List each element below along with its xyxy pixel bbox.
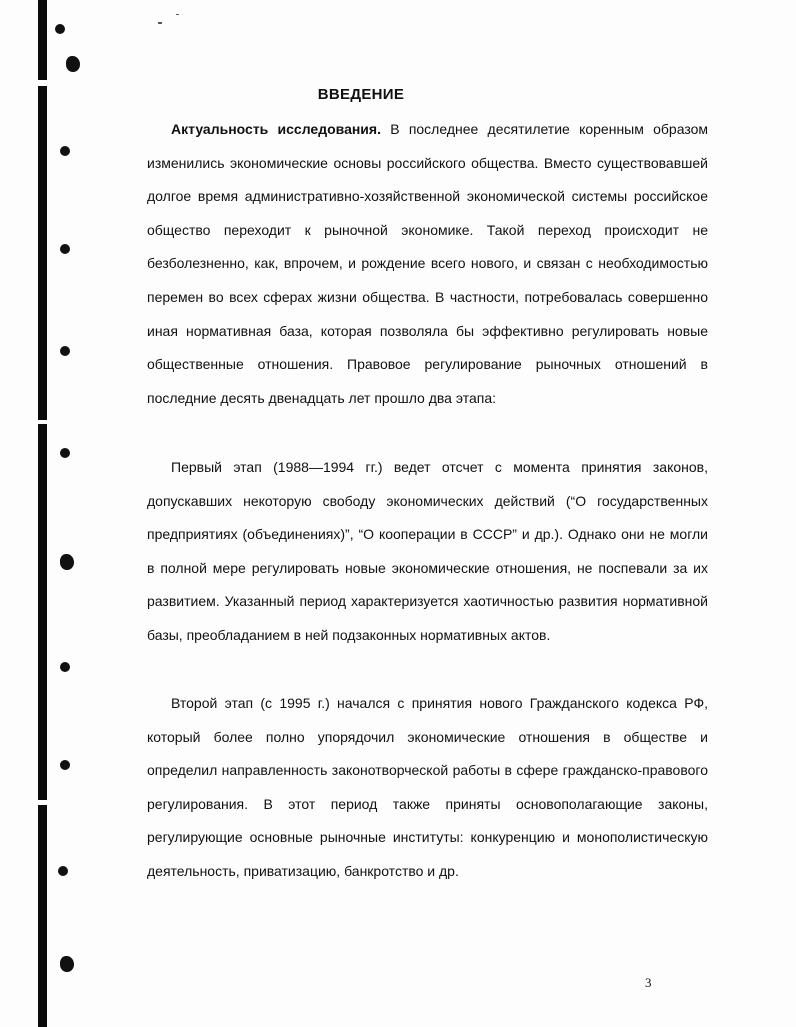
punch-hole — [60, 346, 70, 356]
paragraph-lead: Актуальность исследования. — [171, 121, 381, 137]
scan-speck — [158, 22, 162, 24]
punch-hole — [60, 554, 74, 570]
page-title: ВВЕДЕНИЕ — [317, 86, 405, 103]
scan-speck — [176, 14, 179, 15]
paragraph-text: В последнее десятилетие коренным образом изменились экономические основы российского общества. Вместо существовавшей долгое время административно-хозяйственной экономической системы российское общество переходит к рыночной экономике. Такой переход происходит не безболезненно, как, впрочем, и рождение всего нового, и связан с необходимостью перемен во всех сферах жизни общества. В частности, потребовалась совершенно иная нормативная база, которая позволяла бы эффективно регулировать новые общественные отношения. Правовое регулирование рыночных отношений в последние десять двенадцать лет прошло два этапа: — [147, 121, 709, 406]
punch-hole — [60, 244, 70, 254]
punch-hole — [55, 24, 65, 34]
punch-hole — [60, 146, 70, 156]
binding-strip — [38, 0, 47, 1027]
binding-gap — [37, 420, 48, 424]
punch-hole — [60, 448, 70, 458]
punch-hole — [60, 662, 70, 672]
paragraph-first-stage: Первый этап (1988—1994 гг.) ведет отсчет с момента принятия законов, допускавших некоторую свободу экономических действий (“О государственных предприятиях (объединениях)”, “О кооперации в СССР” и др.). Однако они не могли в полной мере регулировать новые экономические отношения, не поспевали за их развитием. Указанный период характеризуется хаотичностью развития нормативной базы, преобладанием в ней подзаконных нормативных актов. — [147, 459, 708, 643]
punch-hole — [60, 760, 70, 770]
paragraph-second-stage: Второй этап (с 1995 г.) начался с принятия нового Гражданского кодекса РФ, который более полно упорядочил экономические отношения в обществе и определил направленность законотворческой работы в сфере гражданско-правового регулирования. В этот период также приняты основополагающие законы, регулирующие основные рыночные институты: конкуренцию и монополистическую деятельность, приватизацию, банкротство и др. — [147, 695, 708, 879]
punch-hole — [66, 56, 80, 72]
punch-hole — [60, 956, 74, 972]
punch-hole — [58, 866, 68, 876]
paragraph-relevance — [147, 113, 708, 415]
page-number: 3 — [645, 975, 652, 990]
binding-gap — [37, 800, 48, 805]
